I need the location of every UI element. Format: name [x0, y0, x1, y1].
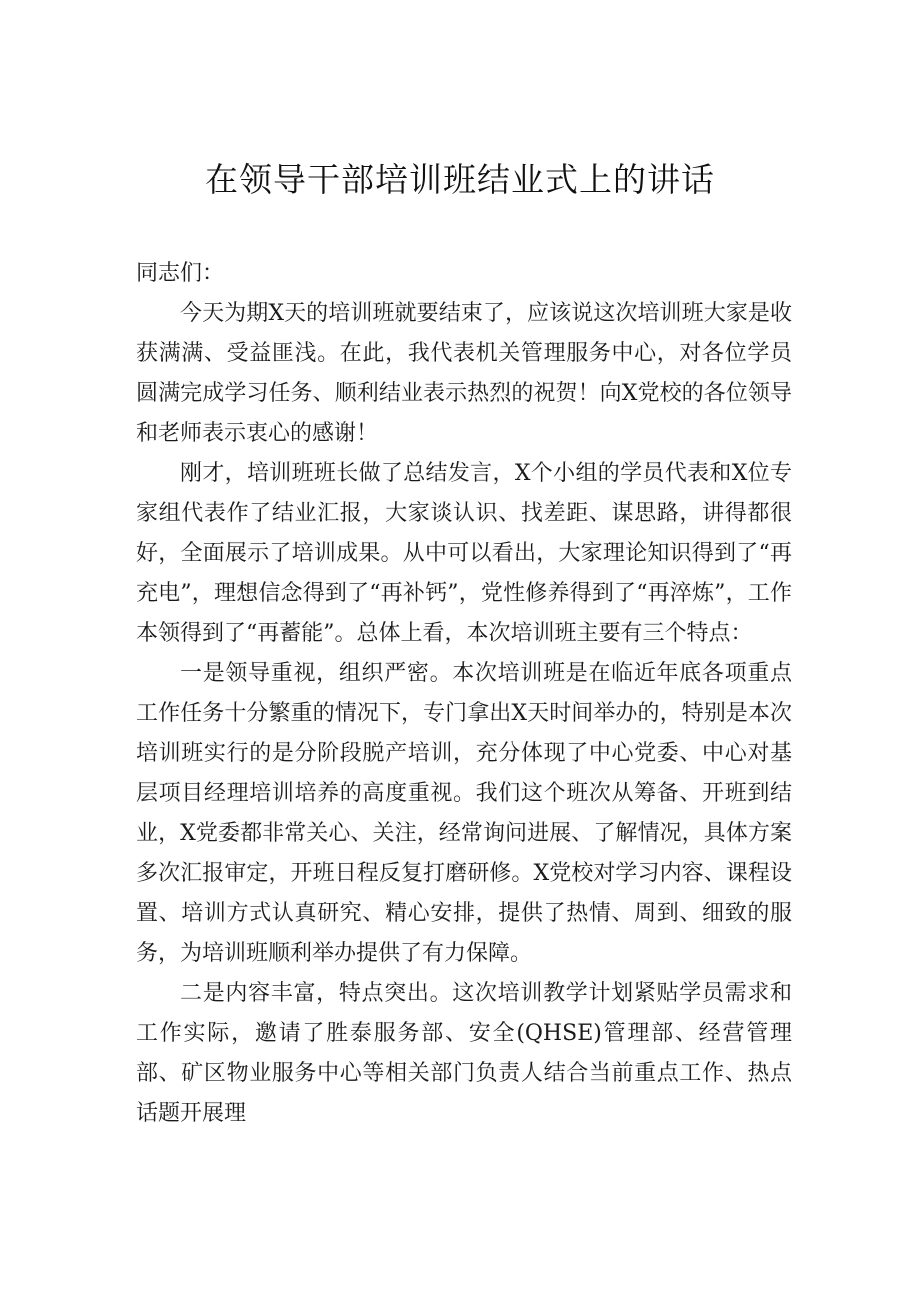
paragraph-1: 今天为期X天的培训班就要结束了，应该说这次培训班大家是收获满满、受益匪浅。在此，我代表机关管理服务中心，对各位学员圆满完成学习任务、顺利结业表示热烈的祝贺！向X党校的各位领导和老师表示衷心的感谢！: [136, 301, 792, 446]
paragraph-3: 一是领导重视，组织严密。本次培训班是在临近年底各项重点工作任务十分繁重的情况下，专门拿出X天时间举办的，特别是本次培训班实行的是分阶段脱产培训，充分体现了中心党委、中心对基层项目经理培训培养的高度重视。我们这个班次从筹备、开班到结业，X党委都非常关心、关注，经常询问进展、了解情况，具体方案多次汇报审定，开班日程反复打磨研修。X党校对学习内容、课程设置、培训方式认真研究、精心安排，提供了热情、周到、细致的服务，为培训班顺利举办提供了有力保障。: [136, 661, 792, 966]
salutation: 同志们：: [136, 261, 225, 286]
paragraph-2: 刚才，培训班班长做了总结发言，X个小组的学员代表和X位专家组代表作了结业汇报，大家谈认识、找差距、谋思路，讲得都很好，全面展示了培训成果。从中可以看出，大家理论知识得到了“再充电”，理想信念得到了“再补钙”，党性修养得到了“再淬炼”，工作本领得到了“再蓄能”。总体上看，本次培训班主要有三个特点：: [136, 461, 792, 646]
document-body: [136, 254, 792, 1134]
document-title: 在领导干部培训班结业式上的讲话: [205, 160, 715, 199]
paragraph-4: 二是内容丰富，特点突出。这次培训教学计划紧贴学员需求和工作实际，邀请了胜泰服务部、安全(QHSE)管理部、经营管理部、矿区物业服务中心等相关部门负责人结合当前重点工作、热点话题开展理: [136, 981, 792, 1126]
